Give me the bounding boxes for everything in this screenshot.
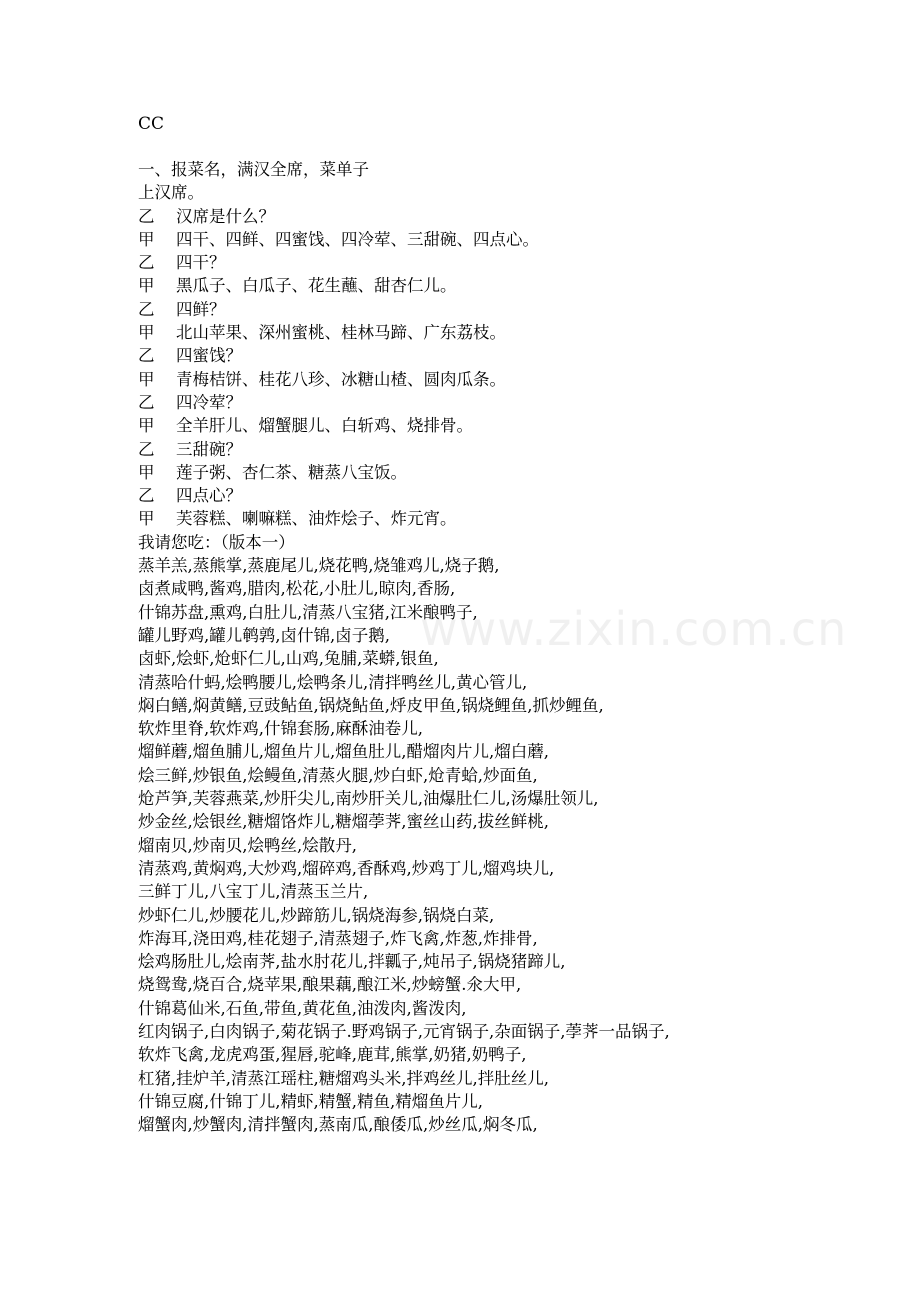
menu-line: 炒金丝,烩银丝,糖熘饹炸儿,糖熘荸荠,蜜丝山药,拔丝鲜桃, <box>138 812 549 832</box>
dialog-line <box>138 414 898 437</box>
dialog-text: 黑瓜子、白瓜子、花生蘸、甜杏仁儿。 <box>176 276 457 296</box>
dialog-speaker: 甲 <box>138 229 155 249</box>
menu-line: 卤虾,烩虾,炝虾仁儿,山鸡,兔脯,菜蟒,银鱼, <box>138 649 439 669</box>
dialog-text: 青梅桔饼、桂花八珍、冰糖山楂、圆肉瓜条。 <box>176 369 506 389</box>
dialog-speaker: 乙 <box>138 253 155 273</box>
document-page <box>138 112 898 1136</box>
menu-block <box>138 554 898 1136</box>
menu-line: 炸海耳,浇田鸡,桂花翅子,清蒸翅子,炸飞禽,炸葱,炸排骨, <box>138 928 538 948</box>
dialog-text: 四干、四鲜、四蜜饯、四冷荤、三甜碗、四点心。 <box>176 229 539 249</box>
menu-line: 炒虾仁儿,炒腰花儿,炒蹄筋儿,锅烧海参,锅烧白菜, <box>138 905 495 925</box>
dialog-speaker: 乙 <box>138 439 155 459</box>
dialog-speaker: 甲 <box>138 276 155 296</box>
menu-line: 蒸羊羔,蒸熊掌,蒸鹿尾儿,烧花鸭,烧雏鸡儿,烧子鹅, <box>138 556 500 576</box>
menu-line: 罐儿野鸡,罐儿鹌鹑,卤什锦,卤子鹅, <box>138 625 390 645</box>
menu-line: 什锦豆腐,什锦丁儿,精虾,精蟹,精鱼,精熘鱼片儿, <box>138 1091 483 1111</box>
menu-line: 三鲜丁儿,八宝丁儿,清蒸玉兰片, <box>138 882 369 902</box>
dialog-speaker: 甲 <box>138 462 155 482</box>
dialog-speaker: 甲 <box>138 323 155 343</box>
dialog-text: 莲子粥、杏仁茶、糖蒸八宝饭。 <box>176 462 407 482</box>
dialog-text: 四冷荤？ <box>176 392 242 412</box>
menu-line: 焖白鳝,焖黄鳝,豆豉鲇鱼,锅烧鲇鱼,烀皮甲鱼,锅烧鲤鱼,抓炒鲤鱼, <box>138 695 604 715</box>
dialog-line <box>138 344 898 367</box>
dialog-speaker: 乙 <box>138 346 155 366</box>
document-code: CC <box>138 114 165 134</box>
menu-line: 卤煮咸鸭,酱鸡,腊肉,松花,小肚儿,晾肉,香肠, <box>138 579 456 599</box>
menu-intro: 我请您吃：（版本一） <box>138 532 295 552</box>
dialog-text: 北山苹果、深州蜜桃、桂林马蹄、广东荔枝。 <box>176 323 506 343</box>
section-title: 一、报菜名，满汉全席，菜单子 <box>138 160 369 179</box>
dialog-speaker: 甲 <box>138 416 155 436</box>
menu-line: 烧鸳鸯,烧百合,烧苹果,酿果藕,酿江米,炒螃蟹.氽大甲, <box>138 975 522 995</box>
dialog-speaker: 乙 <box>138 206 155 226</box>
dialog-speaker: 乙 <box>138 299 155 319</box>
menu-line: 清蒸哈什蚂,烩鸭腰儿,烩鸭条儿,清拌鸭丝儿,黄心管儿, <box>138 672 528 692</box>
dialog-line <box>138 251 898 274</box>
dialog-line <box>138 228 898 251</box>
menu-line: 什锦苏盘,熏鸡,白肚儿,清蒸八宝猪,江米酿鸭子, <box>138 602 478 622</box>
menu-line: 熘蟹肉,炒蟹肉,清拌蟹肉,蒸南瓜,酿倭瓜,炒丝瓜,焖冬瓜, <box>138 1115 538 1135</box>
dialog-line <box>138 391 898 414</box>
menu-line: 烩三鲜,炒银鱼,烩鳗鱼,清蒸火腿,炒白虾,炝青蛤,炒面鱼, <box>138 765 538 785</box>
menu-line: 烩鸡肠肚儿,烩南荠,盐水肘花儿,拌瓤子,炖吊子,锅烧猪蹄儿, <box>138 952 566 972</box>
dialog-line <box>138 321 898 344</box>
dialog-text: 全羊肝儿、熘蟹腿儿、白斩鸡、烧排骨。 <box>176 416 473 436</box>
dialog-text: 四鲜？ <box>176 299 226 319</box>
menu-line: 炝芦笋,芙蓉燕菜,炒肝尖儿,南炒肝关儿,油爆肚仁儿,汤爆肚领儿, <box>138 789 599 809</box>
menu-line: 软炸里脊,软炸鸡,什锦套肠,麻酥油卷儿, <box>138 719 423 739</box>
dialog-speaker: 甲 <box>138 369 155 389</box>
dialog-text: 四蜜饯？ <box>176 346 242 366</box>
menu-line: 杠猪,挂炉羊,清蒸江瑶柱,糖熘鸡头米,拌鸡丝儿,拌肚丝儿, <box>138 1068 549 1088</box>
dialog-speaker: 乙 <box>138 486 155 506</box>
dialog-block <box>138 205 898 531</box>
watermark-text: www.zixin.com.cn <box>420 602 848 656</box>
intro-line: 上汉席。 <box>138 183 204 203</box>
menu-line: 红肉锅子,白肉锅子,菊花锅子.野鸡锅子,元宵锅子,杂面锅子,荸荠一品锅子, <box>138 1021 670 1041</box>
dialog-text: 汉席是什么？ <box>176 206 275 226</box>
dialog-line <box>138 484 898 507</box>
menu-line: 熘鲜蘑,熘鱼脯儿,熘鱼片儿,熘鱼肚儿,醋熘肉片儿,熘白蘑, <box>138 742 549 762</box>
dialog-line <box>138 507 898 530</box>
dialog-speaker: 甲 <box>138 509 155 529</box>
menu-line: 清蒸鸡,黄焖鸡,大炒鸡,熘碎鸡,香酥鸡,炒鸡丁儿,熘鸡块儿, <box>138 858 555 878</box>
dialog-text: 芙蓉糕、喇嘛糕、油炸烩子、炸元宵。 <box>176 509 457 529</box>
dialog-line <box>138 438 898 461</box>
dialog-line <box>138 274 898 297</box>
dialog-text: 三甜碗？ <box>176 439 242 459</box>
dialog-line <box>138 298 898 321</box>
dialog-line <box>138 205 898 228</box>
dialog-line <box>138 461 898 484</box>
dialog-line <box>138 368 898 391</box>
menu-line: 软炸飞禽,龙虎鸡蛋,猩唇,驼峰,鹿茸,熊掌,奶猪,奶鸭子, <box>138 1045 527 1065</box>
dialog-speaker: 乙 <box>138 392 155 412</box>
dialog-text: 四干？ <box>176 253 226 273</box>
menu-line: 什锦葛仙米,石鱼,带鱼,黄花鱼,油泼肉,酱泼肉, <box>138 998 467 1018</box>
dialog-text: 四点心？ <box>176 486 242 506</box>
menu-line: 熘南贝,炒南贝,烩鸭丝,烩散丹, <box>138 835 357 855</box>
